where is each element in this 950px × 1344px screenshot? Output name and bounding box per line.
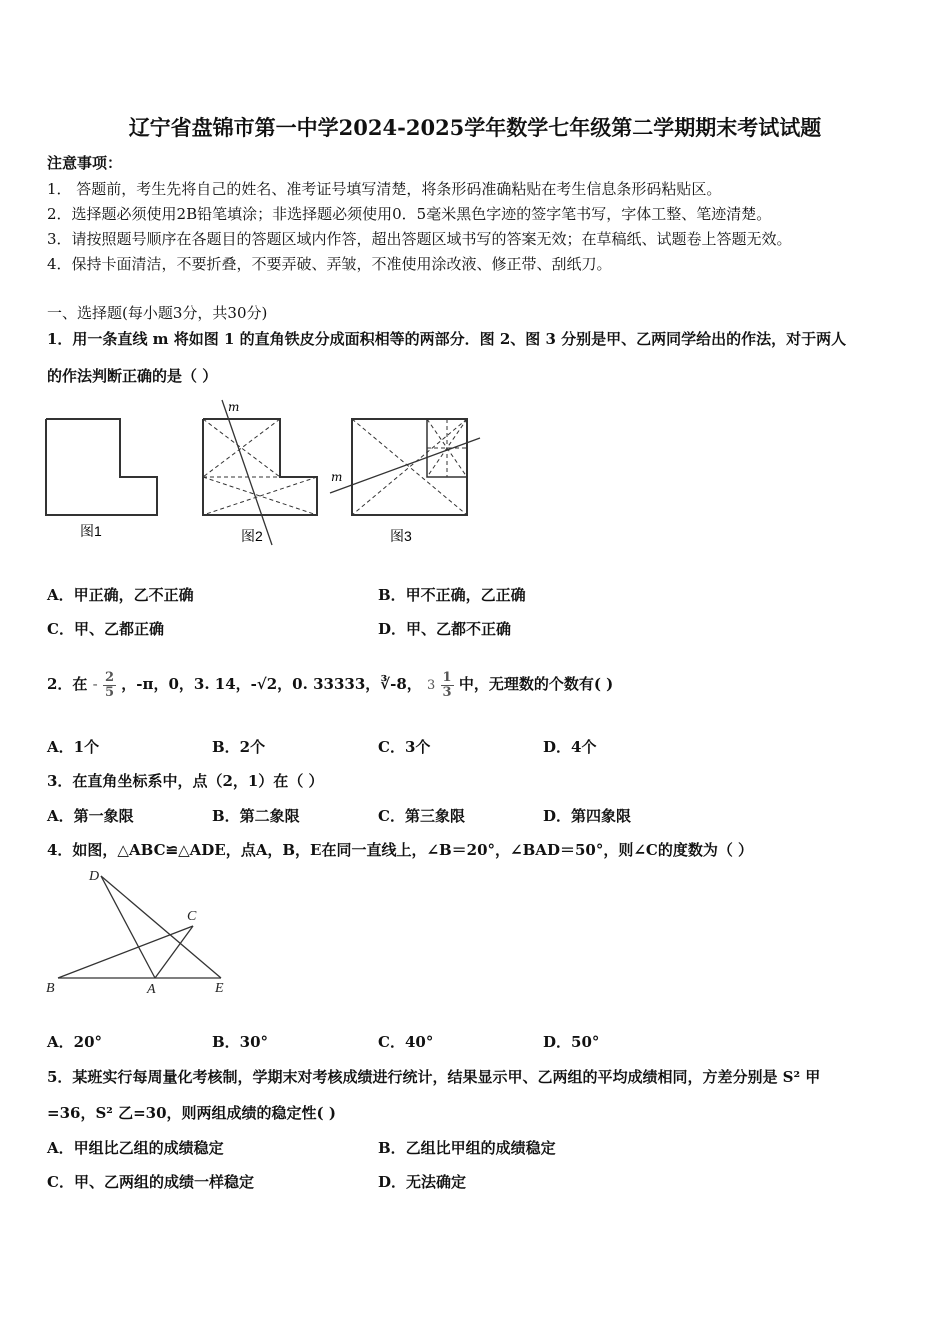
q2-stem bbox=[47, 660, 613, 710]
figure-1-shape bbox=[46, 419, 157, 515]
q3-option-a[interactable]: A．第一象限 bbox=[47, 807, 134, 825]
notice-item-1: 1． 答题前，考生先将自己的姓名、准考证号填写清楚，将条形码准确粘贴在考生信息条形码粘贴区。 bbox=[47, 180, 722, 198]
notice-item-4: 4．保持卡面清洁，不要折叠，不要弄破、弄皱，不准使用涂改液、修正带、刮纸刀。 bbox=[47, 255, 612, 273]
triangle-lines bbox=[58, 876, 221, 978]
q2-mixed-num: 1 bbox=[442, 669, 452, 685]
fig3-m-label: m bbox=[331, 470, 343, 484]
q1-option-b[interactable]: B．甲不正确，乙正确 bbox=[378, 586, 526, 604]
q2-fraction bbox=[103, 671, 116, 700]
q1-option-d[interactable]: D．甲、乙都不正确 bbox=[378, 620, 512, 638]
q2-suffix: 中，无理数的个数有( ) bbox=[458, 675, 614, 693]
fig1-caption: 图1 bbox=[80, 523, 102, 539]
q5-line2: =36，S² 乙=30，则两组成绩的稳定性( ) bbox=[47, 1104, 336, 1122]
q4-option-b[interactable]: B．30° bbox=[212, 1033, 269, 1051]
notice-item-3: 3．请按照题号顺序在各题目的答题区域内作答，超出答题区域书写的答案无效；在草稿纸、试题卷上答题无效。 bbox=[47, 230, 792, 248]
q1-line2: 的作法判断正确的是（ ） bbox=[47, 367, 218, 385]
q2-neg-sign: - bbox=[92, 675, 98, 693]
q4-option-a[interactable]: A．20° bbox=[47, 1033, 103, 1051]
q2-option-c[interactable]: C．3个 bbox=[378, 738, 431, 756]
q2-option-a[interactable]: A．1个 bbox=[47, 738, 100, 756]
q4-stem: 4．如图，△ABC≌△ADE，点A，B，E在同一直线上，∠B＝20°，∠BAD＝50°，则∠C的度数为（ ） bbox=[47, 841, 754, 859]
q1-option-a[interactable]: A．甲正确，乙不正确 bbox=[47, 586, 194, 604]
q3-option-b[interactable]: B．第二象限 bbox=[212, 807, 300, 825]
q2-option-b[interactable]: B．2个 bbox=[212, 738, 266, 756]
q3-option-d[interactable]: D．第四象限 bbox=[543, 807, 632, 825]
q1-figures bbox=[40, 395, 490, 550]
section-heading: 一、选择题(每小题3分，共30分) bbox=[47, 304, 268, 322]
q2-prefix: 2．在 bbox=[47, 675, 88, 693]
q3-option-c[interactable]: C．第三象限 bbox=[378, 807, 465, 825]
label-a: A bbox=[147, 982, 156, 997]
figure-3-shape bbox=[330, 419, 480, 515]
q2-mid: ，-π，0，3. 14，-√2，0. 33333，∛-8， bbox=[121, 675, 422, 693]
q4-option-d[interactable]: D．50° bbox=[543, 1033, 600, 1051]
q5-option-b[interactable]: B．乙组比甲组的成绩稳定 bbox=[378, 1139, 556, 1157]
notice-item-2: 2．选择题必须使用2B铅笔填涂；非选择题必须使用0．5毫米黑色字迹的签字笔书写，字体工整、笔迹清楚。 bbox=[47, 205, 772, 223]
fig2-m-label: m bbox=[228, 400, 240, 414]
q4-option-c[interactable]: C．40° bbox=[378, 1033, 434, 1051]
q3-stem: 3．在直角坐标系中，点（2，1）在（ ） bbox=[47, 772, 324, 790]
label-c: C bbox=[187, 909, 197, 924]
q2-frac-den: 5 bbox=[104, 684, 115, 700]
label-d: D bbox=[89, 869, 100, 884]
label-b: B bbox=[46, 981, 55, 996]
q5-option-d[interactable]: D．无法确定 bbox=[378, 1173, 467, 1191]
label-e: E bbox=[215, 981, 224, 996]
q2-option-d[interactable]: D．4个 bbox=[543, 738, 597, 756]
q2-frac-num: 2 bbox=[104, 669, 115, 685]
q5-line1: 5．某班实行每周量化考核制，学期末对考核成绩进行统计，结果显示甲、乙两组的平均成绩相同，方差分别是 S² 甲 bbox=[47, 1068, 821, 1086]
q1-option-c[interactable]: C．甲、乙都正确 bbox=[47, 620, 164, 638]
q2-mixed-whole: 3 bbox=[427, 678, 436, 693]
q4-figure bbox=[40, 862, 250, 1002]
fig2-caption: 图2 bbox=[241, 528, 263, 544]
q2-mixed-fraction bbox=[441, 671, 454, 700]
q5-option-a[interactable]: A．甲组比乙组的成绩稳定 bbox=[47, 1139, 224, 1157]
page-title: 辽宁省盘锦市第一中学2024-2025学年数学七年级第二学期期末考试试题 bbox=[128, 115, 822, 140]
notice-heading: 注意事项： bbox=[47, 154, 123, 172]
q2-mixed-den: 3 bbox=[442, 684, 452, 700]
fig3-caption: 图3 bbox=[390, 528, 412, 544]
q1-line1: 1．用一条直线 m 将如图 1 的直角铁皮分成面积相等的两部分．图 2、图 3 分别是甲、乙两同学给出的作法，对于两人 bbox=[47, 330, 847, 348]
figure-2-shape bbox=[203, 400, 317, 545]
q5-option-c[interactable]: C．甲、乙两组的成绩一样稳定 bbox=[47, 1173, 254, 1191]
